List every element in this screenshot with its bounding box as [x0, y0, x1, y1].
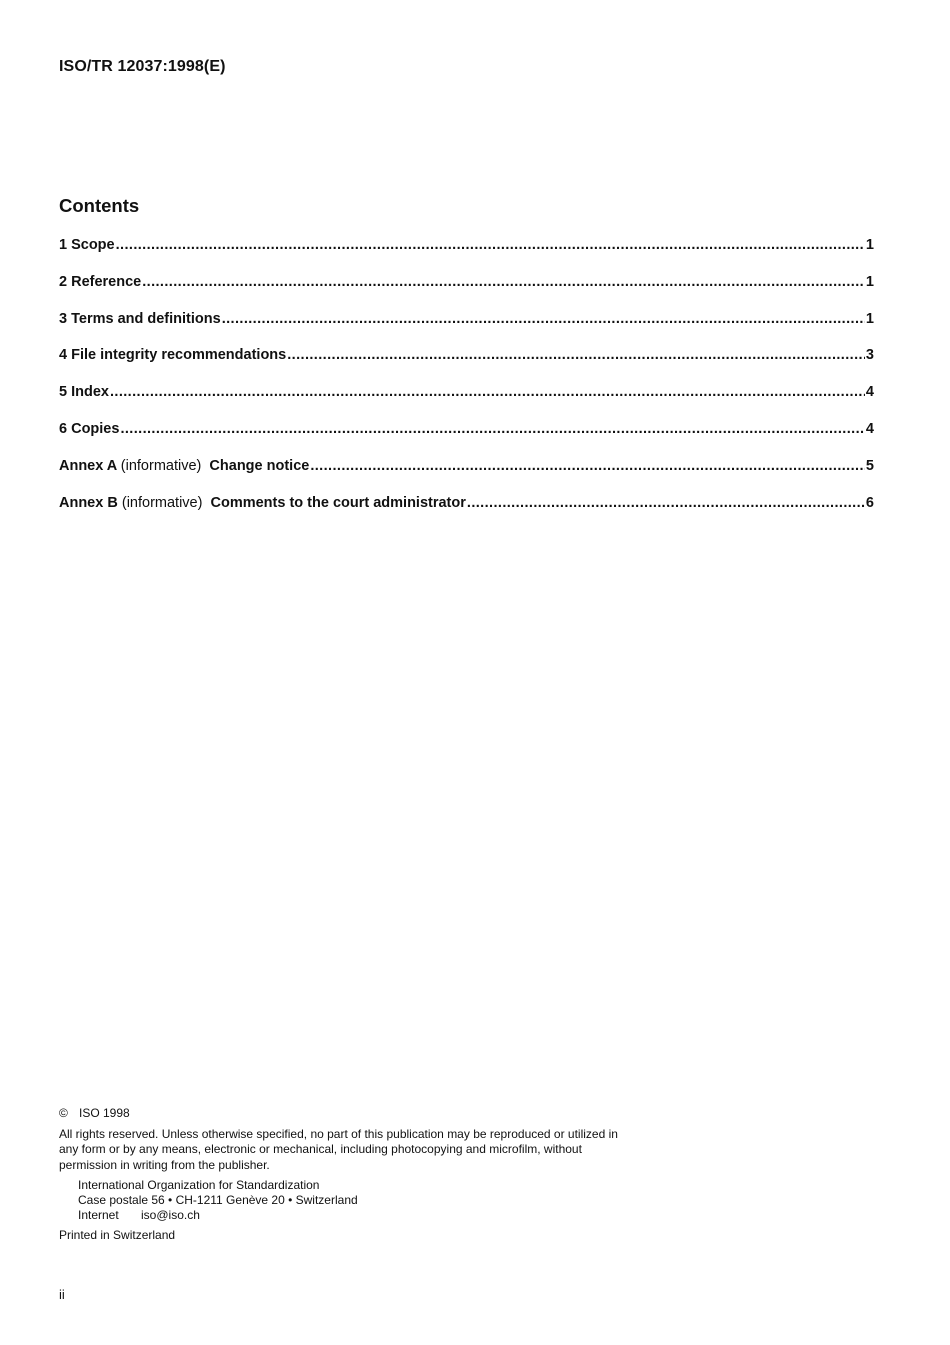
internet-contact [78, 1208, 619, 1223]
toc-entry-index[interactable] [59, 384, 874, 421]
copyright-line [59, 1106, 619, 1121]
toc-entry-scope[interactable] [59, 237, 874, 274]
toc-leader-dots [142, 274, 865, 290]
annex-qualifier: (informative) [120, 457, 202, 474]
toc-entry-label [59, 458, 309, 474]
toc-leader-dots [467, 495, 865, 511]
organization-name: International Organization for Standardization [78, 1177, 320, 1192]
postal-address: Case postale 56 • CH-1211 Genève 20 • Switzerland [78, 1193, 358, 1208]
toc-entry-page: 6 [865, 494, 874, 511]
toc-entry-file-integrity[interactable] [59, 347, 874, 384]
toc-leader-dots [310, 458, 865, 474]
annex-title: Change notice [209, 457, 310, 474]
copyright-block [59, 1106, 619, 1244]
copyright-notice: ISO 1998 [79, 1106, 130, 1120]
toc-entry-page: 1 [865, 273, 874, 290]
toc-entry-label: 5 Index [59, 384, 109, 401]
toc-entry-label: 4 File integrity recommendations [59, 347, 287, 364]
toc-entry-page: 4 [865, 384, 874, 401]
toc-leader-dots [116, 237, 865, 253]
document-identifier: ISO/TR 12037:1998(E) [59, 58, 226, 75]
toc-entry-label: 6 Copies [59, 420, 120, 437]
toc-entry-page: 5 [865, 457, 874, 474]
publisher-address [59, 1178, 619, 1224]
internet-label: Internet [78, 1208, 119, 1223]
contents-heading: Contents [59, 195, 140, 216]
annex-qualifier: (informative) [121, 494, 203, 511]
toc-entry-copies[interactable] [59, 421, 874, 458]
toc-leader-dots [287, 347, 865, 363]
toc-entry-label: 1 Scope [59, 237, 115, 253]
page-number: ii [59, 1287, 65, 1302]
annex-title: Comments to the court administrator [210, 494, 466, 511]
copyright-symbol: © [59, 1106, 68, 1120]
rights-statement: All rights reserved. Unless otherwise specified, no part of this publication may be reproduced or utilized in any form or by any means, electronic or mechanical, including photocopying and microfilm, without permission in writing from the publisher. [59, 1127, 618, 1172]
printed-location: Printed in Switzerland [59, 1228, 176, 1243]
toc-leader-dots [110, 384, 865, 400]
toc-entry-reference[interactable] [59, 274, 874, 311]
toc-entry-annex-b[interactable] [59, 495, 874, 532]
table-of-contents [59, 237, 874, 531]
toc-leader-dots [120, 421, 864, 437]
toc-entry-label: 3 Terms and definitions [59, 310, 221, 327]
internet-address[interactable]: iso@iso.ch [141, 1208, 200, 1223]
toc-entry-label: 2 Reference [59, 273, 142, 290]
toc-entry-page: 3 [865, 347, 874, 364]
toc-entry-page: 4 [865, 420, 874, 437]
toc-entry-page: 1 [865, 237, 874, 253]
annex-label: Annex A [59, 457, 117, 474]
annex-label: Annex B [59, 494, 118, 511]
toc-entry-page: 1 [865, 310, 874, 327]
toc-entry-label [59, 495, 466, 511]
toc-entry-annex-a[interactable] [59, 458, 874, 495]
toc-entry-terms-and-definitions[interactable] [59, 311, 874, 348]
toc-leader-dots [222, 311, 865, 327]
